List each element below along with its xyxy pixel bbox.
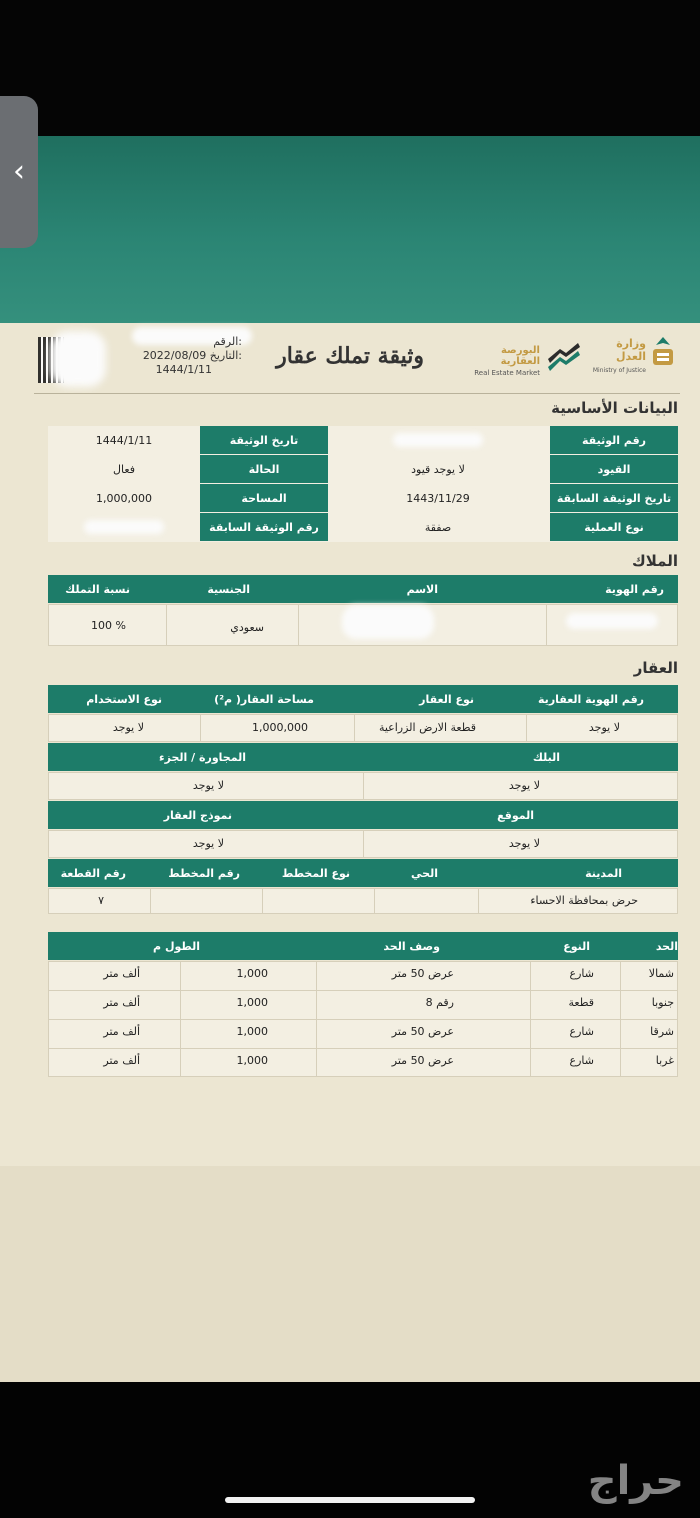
city-value: حرض بمحافظة الاحساء (530, 894, 638, 907)
city-header-bar (48, 859, 678, 887)
ministry-logo (588, 337, 646, 381)
divider (546, 604, 547, 646)
basic-value: فعال (48, 455, 200, 483)
basic-label: تاريخ الوثيقة (200, 426, 328, 454)
property-header-usage: نوع الاستخدام (86, 693, 162, 706)
boundary-desc: عرض 50 متر (391, 1054, 454, 1067)
back-button[interactable] (0, 96, 38, 248)
plot-number-header: رقم القطعة (60, 867, 126, 880)
section-title-property: العقار (633, 659, 678, 677)
redaction-blur (342, 605, 434, 639)
divider (374, 888, 375, 914)
boundary-length: 1,000 (236, 1054, 268, 1067)
basic-label: الحالة (200, 455, 328, 483)
chevron-left-icon: ‹ (13, 154, 25, 189)
market-logo (460, 345, 540, 385)
district-header: الحي (411, 867, 438, 880)
plan-number-header: رقم المخطط (168, 867, 240, 880)
basic-label: تاريخ الوثيقة السابقة (550, 484, 678, 512)
block-value: لا يوجد (508, 779, 540, 792)
boundary-side: شمالا (648, 967, 674, 980)
page-title: وثيقة تملك عقار (276, 343, 424, 369)
plan-type-header: نوع المخطط (281, 867, 350, 880)
section-title-basic: البيانات الأساسية (551, 399, 678, 417)
boundary-desc: عرض 50 متر (391, 1025, 454, 1038)
plot-number-value: ٧ (98, 894, 104, 907)
ministry-logo-en: Ministry of Justice (592, 367, 646, 374)
redaction-blur (566, 613, 658, 629)
divider (363, 830, 364, 858)
boundary-desc-header: وصف الحد (383, 940, 440, 953)
property-area-value: 1,000,000 (252, 721, 308, 734)
document-header (0, 323, 700, 395)
market-logo-en: Real Estate Market (474, 369, 540, 377)
divider (478, 888, 479, 914)
redaction-blur (50, 331, 106, 387)
neighbor-label: المجاورة / الجزء (159, 751, 246, 764)
divider (200, 714, 201, 742)
neighbor-value: لا يوجد (192, 779, 224, 792)
emblem-icon (648, 335, 678, 373)
model-label: نموذج العقار (163, 809, 232, 822)
city-header: المدينة (585, 867, 622, 880)
basic-label: رقم الوثيقة (550, 426, 678, 454)
document-bottom (0, 1166, 700, 1382)
basic-value: 1444/1/11 (48, 426, 200, 454)
owners-header-name: الاسم (406, 583, 438, 596)
block-header-bar (48, 743, 678, 771)
basic-value (48, 513, 200, 541)
divider (48, 1048, 678, 1049)
boundary-desc: رقم 8 (425, 996, 454, 1009)
boundary-length: 1,000 (236, 1025, 268, 1038)
boundary-side: شرقا (650, 1025, 674, 1038)
owners-header-bar (48, 575, 678, 603)
date-label: التاريخ: (209, 349, 242, 362)
location-header-bar (48, 801, 678, 829)
divider (48, 990, 678, 991)
basic-value: 1443/11/29 (328, 484, 548, 512)
boundary-unit: ألف متر (103, 996, 140, 1009)
basic-value: صفقة (328, 513, 548, 541)
property-type-value: قطعة الارض الزراعية (378, 721, 476, 734)
boundary-length-header: الطول م (153, 940, 200, 953)
divider (354, 714, 355, 742)
gregorian-date (110, 349, 242, 363)
market-logo-ar: البورصة العقارية (500, 345, 540, 367)
boundary-side-header: الحد (655, 940, 678, 953)
boundary-type: قطعة (568, 996, 594, 1009)
property-header-id: رقم الهوية العقارية (538, 693, 644, 706)
divider (363, 772, 364, 800)
divider (262, 888, 263, 914)
boundary-desc: عرض 50 متر (391, 967, 454, 980)
location-value: لا يوجد (508, 837, 540, 850)
basic-label: المساحة (200, 484, 328, 512)
hijri-date: 1444/1/11 (155, 363, 212, 376)
boundary-type: شارع (569, 1025, 594, 1038)
divider (166, 604, 167, 646)
location-label: الموقع (497, 809, 534, 822)
boundary-unit: ألف متر (103, 1025, 140, 1038)
divider (298, 604, 299, 646)
boundary-type: شارع (569, 967, 594, 980)
boundary-unit: ألف متر (103, 1054, 140, 1067)
boundary-type: شارع (569, 1054, 594, 1067)
document-meta (110, 335, 242, 377)
owner-nationality: سعودي (230, 621, 264, 634)
ministry-logo-ar: وزارة العدل (615, 337, 646, 363)
boundary-side: غربا (655, 1054, 674, 1067)
divider (526, 714, 527, 742)
boundary-unit: ألف متر (103, 967, 140, 980)
divider (34, 393, 680, 394)
block-label: البلك (532, 751, 560, 764)
property-id-value: لا يوجد (588, 721, 620, 734)
deed-document (0, 323, 700, 1166)
model-value: لا يوجد (192, 837, 224, 850)
basic-label: رقم الوثيقة السابقة (200, 513, 328, 541)
owner-share: % 100 (91, 619, 126, 632)
basic-label: نوع العملية (550, 513, 678, 541)
boundary-length: 1,000 (236, 967, 268, 980)
stairs-logo-icon (544, 337, 584, 377)
boundary-length: 1,000 (236, 996, 268, 1009)
redaction-blur (84, 520, 164, 534)
divider (150, 888, 151, 914)
boundary-type-header: النوع (563, 940, 590, 953)
basic-label: القيود (550, 455, 678, 483)
watermark-logo: حراج (587, 1458, 684, 1504)
basic-value: لا يوجد قيود (328, 455, 548, 483)
owners-header-nationality: الجنسية (207, 583, 250, 596)
home-indicator[interactable] (225, 1497, 475, 1503)
property-header-type: نوع العقار (419, 693, 474, 706)
viewer-banner (0, 136, 700, 324)
owners-header-share: نسبة التملك (65, 583, 130, 596)
date-g-value: 2022/08/09 (142, 349, 207, 362)
property-usage-value: لا يوجد (112, 721, 144, 734)
basic-value: 1,000,000 (48, 484, 200, 512)
property-header-area: مساحة العقار( م²) (214, 693, 314, 706)
ref-label: الرقم: (213, 335, 242, 348)
redaction-blur (393, 433, 483, 447)
status-bar-area (0, 0, 700, 136)
basic-data-table (48, 426, 678, 542)
owners-header-id: رقم الهوية (605, 583, 664, 596)
divider (48, 1019, 678, 1020)
boundary-side: جنوبا (651, 996, 674, 1009)
basic-value (328, 426, 548, 454)
section-title-owners: الملاك (632, 552, 678, 570)
